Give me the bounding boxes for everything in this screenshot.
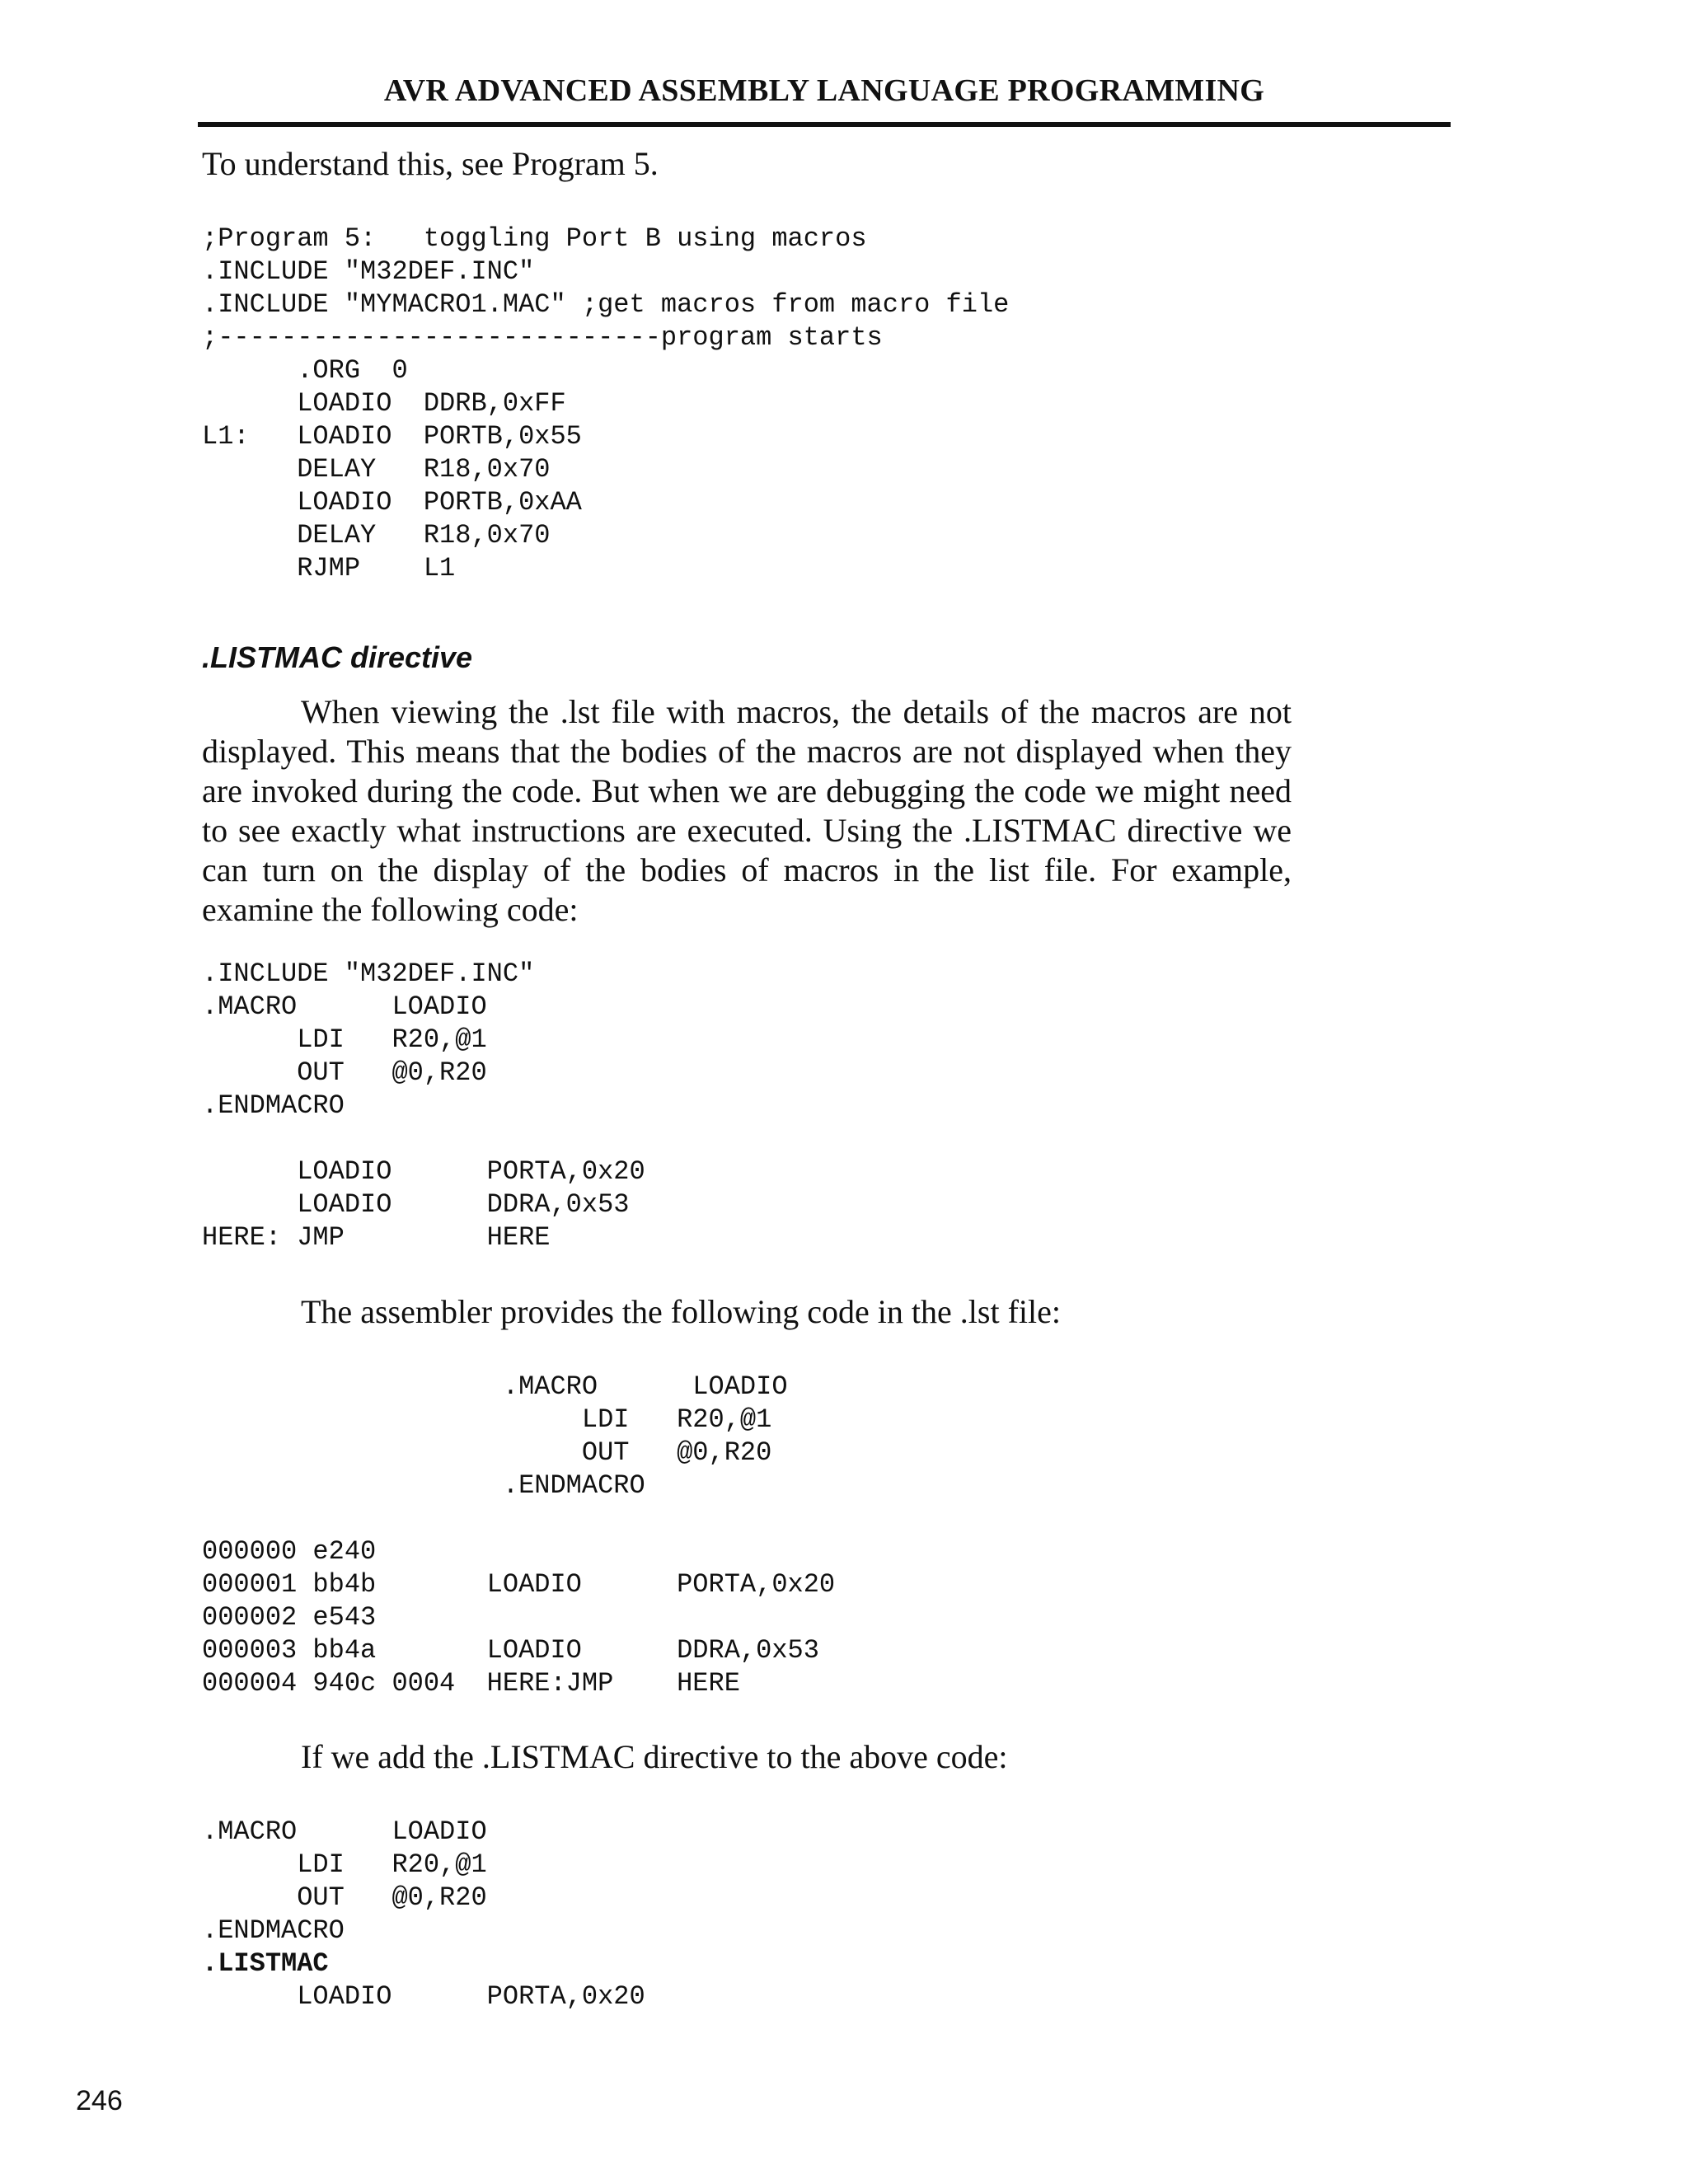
code-line: DELAY R18,0x70 xyxy=(202,520,551,551)
code-line: .MACRO LOADIO xyxy=(202,1816,487,1847)
code-line: 000001 bb4b LOADIO PORTA,0x20 xyxy=(202,1569,836,1600)
code-line: 000000 e240 xyxy=(202,1536,377,1567)
code-line: LDI R20,@1 xyxy=(202,1849,487,1880)
code-line: ;Program 5: toggling Port B using macros xyxy=(202,223,867,254)
code-line: .INCLUDE "MYMACRO1.MAC" ;get macros from macro file xyxy=(202,289,1010,320)
code-line: .INCLUDE "M32DEF.INC" xyxy=(202,256,535,287)
code-line: .MACRO LOADIO xyxy=(202,991,487,1022)
listmac-text: If we add the .LISTMAC directive to the above code: xyxy=(301,1738,1008,1775)
intro-text: To understand this, see Program 5. xyxy=(202,145,659,182)
code-line: HERE: JMP HERE xyxy=(202,1222,551,1253)
code-line: LOADIO PORTA,0x20 xyxy=(202,1156,645,1187)
code-line: LOADIO PORTB,0xAA xyxy=(202,487,582,518)
code-line: ;----------------------------program starts xyxy=(202,322,883,353)
section-heading: .LISTMAC directive xyxy=(202,640,473,674)
code-line: OUT @0,R20 xyxy=(202,1882,487,1913)
header-rule xyxy=(198,122,1451,127)
running-header: AVR ADVANCED ASSEMBLY LANGUAGE PROGRAMMING xyxy=(383,73,1265,108)
code-line: LOADIO DDRB,0xFF xyxy=(202,388,566,419)
code-line: .ENDMACRO xyxy=(202,1470,645,1501)
code-line: L1: LOADIO PORTB,0x55 xyxy=(202,421,582,452)
page-number: 246 xyxy=(76,2085,123,2116)
code-line: LDI R20,@1 xyxy=(202,1404,772,1435)
listmac-directive-line: .LISTMAC xyxy=(202,1948,329,1979)
lst-output-code xyxy=(202,1371,835,1700)
code-line: LDI R20,@1 xyxy=(202,1024,487,1055)
code-line: .INCLUDE "M32DEF.INC" xyxy=(202,958,535,989)
code-line: .ENDMACRO xyxy=(202,1090,345,1121)
section-paragraph: When viewing the .lst file with macros, the details of the macros are not displayed. This means that the bodies of the macros are not displayed when they are invoked during the code. But when we are debugging the code we might need to see exactly what instructions are executed. Using the .LISTMAC directive we can turn on the display of the bodies of macros in the list file. For example, examine the following code: xyxy=(202,693,1292,928)
example-code xyxy=(202,958,645,1254)
code-line: LOADIO PORTA,0x20 xyxy=(202,1981,645,2012)
code-line: OUT @0,R20 xyxy=(202,1437,772,1468)
code-line: OUT @0,R20 xyxy=(202,1057,487,1088)
code-line: 000002 e543 xyxy=(202,1602,377,1633)
code-line: LOADIO DDRA,0x53 xyxy=(202,1189,630,1220)
code-line: 000003 bb4a LOADIO DDRA,0x53 xyxy=(202,1635,819,1666)
code-line: RJMP L1 xyxy=(202,553,456,583)
assembler-text: The assembler provides the following code in the .lst file: xyxy=(301,1293,1061,1330)
code-line: .MACRO LOADIO xyxy=(202,1371,788,1402)
code-line: DELAY R18,0x70 xyxy=(202,454,551,485)
listmac-code xyxy=(202,1816,645,2013)
code-line: .ENDMACRO xyxy=(202,1915,345,1946)
code-line: .ORG 0 xyxy=(202,355,408,386)
code-line: 000004 940c 0004 HERE:JMP HERE xyxy=(202,1668,740,1699)
program-5-code xyxy=(202,223,1009,585)
